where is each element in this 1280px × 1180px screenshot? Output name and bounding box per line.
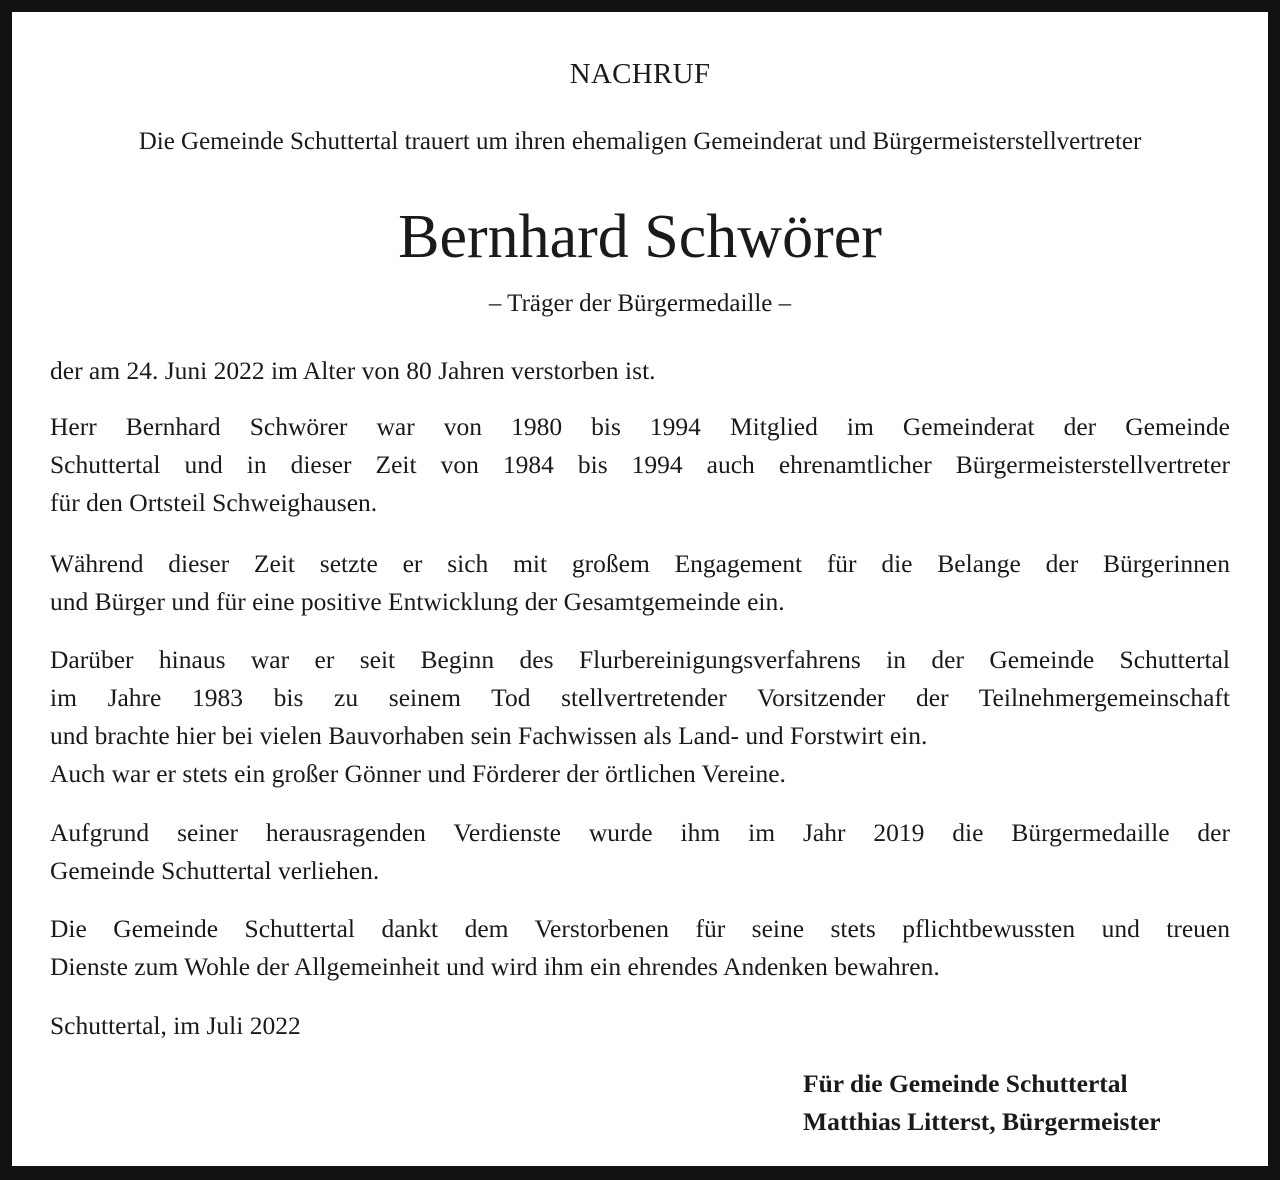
text-line: Aufgrund seiner herausragenden Verdienste wurde ihm im Jahr 2019 die Bürgermedaille der <box>50 818 1230 847</box>
text-line: Schuttertal, im Juli 2022 <box>50 1011 301 1040</box>
text-line: und Bürger und für eine positive Entwicklung der Gesamtgemeinde ein. <box>50 587 785 616</box>
signature-organization: Für die Gemeinde Schuttertal <box>803 1069 1128 1098</box>
place-and-date <box>50 1007 1230 1045</box>
paragraph-medal <box>50 814 1230 890</box>
deceased-name: Bernhard Schwörer <box>398 203 882 271</box>
text-line: Gemeinde Schuttertal verliehen. <box>50 856 380 885</box>
text-line: der am 24. Juni 2022 im Alter von 80 Jahren verstorben ist. <box>50 356 656 385</box>
paragraph-death-date <box>50 352 1230 390</box>
text-line: für den Ortsteil Schweighausen. <box>50 488 378 517</box>
text-line: Dienste zum Wohle der Allgemeinheit und wird ihm ein ehrendes Andenken bewahren. <box>50 952 940 981</box>
paragraph-land-consolidation <box>50 641 1230 793</box>
signature-mayor: Matthias Litterst, Bürgermeister <box>803 1107 1161 1136</box>
text-line: Auch war er stets ein großer Gönner und Förderer der örtlichen Vereine. <box>50 759 786 788</box>
text-line: Schuttertal und in dieser Zeit von 1984 bis 1994 auch ehrenamtlicher Bürgermeisterstellvertreter <box>50 450 1230 479</box>
text-line: Darüber hinaus war er seit Beginn des Flurbereinigungsverfahrens in der Gemeinde Schuttertal <box>50 645 1230 674</box>
text-line: Herr Bernhard Schwörer war von 1980 bis 1994 Mitglied im Gemeinderat der Gemeinde <box>50 412 1230 441</box>
intro-line: Die Gemeinde Schuttertal trauert um ihren ehemaligen Gemeinderat und Bürgermeisterstellvertreter <box>138 128 1142 155</box>
text-line: und brachte hier bei vielen Bauvorhaben sein Fachwissen als Land- und Forstwirt ein. <box>50 721 928 750</box>
paragraph-engagement <box>50 545 1230 621</box>
text-line: im Jahre 1983 bis zu seinem Tod stellvertretender Vorsitzender der Teilnehmergemeinschaft <box>50 683 1230 712</box>
paragraph-gratitude <box>50 910 1230 986</box>
paragraph-council-membership <box>50 408 1230 522</box>
text-line: Die Gemeinde Schuttertal dankt dem Verstorbenen für seine stets pflichtbewussten und treuen <box>50 914 1230 943</box>
notice-heading: NACHRUF <box>569 58 711 90</box>
honor-subtitle: – Träger der Bürgermedaille – <box>488 290 792 317</box>
text-line: Während dieser Zeit setzte er sich mit großem Engagement für die Belange der Bürgerinnen <box>50 549 1230 578</box>
